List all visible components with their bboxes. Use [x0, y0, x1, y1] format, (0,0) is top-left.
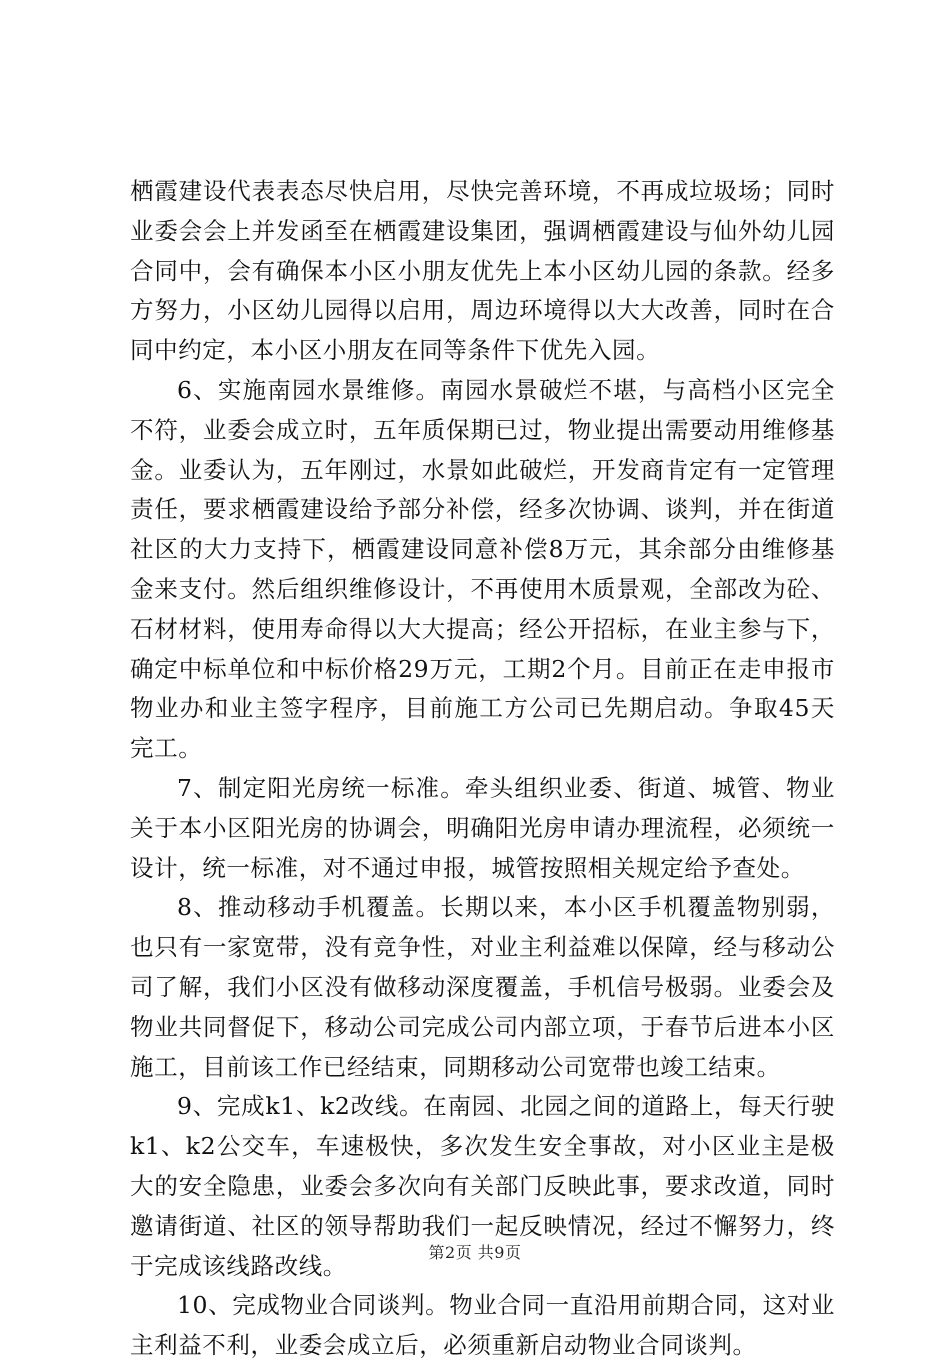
document-body [130, 172, 835, 1366]
paragraph-item-9: 9、完成k1、k2改线。在南园、北园之间的道路上，每天行驶k1、k2公交车，车速极快，多次发生安全事故，对小区业主是极大的安全隐患，业委会多次向有关部门反映此事，要求改道，同时邀请街道、社区的领导帮助我们一起反映情况，经过不懈努力，终于完成该线路改线。 [130, 1092, 835, 1280]
paragraph-item-7: 7、制定阳光房统一标准。牵头组织业委、街道、城管、物业关于本小区阳光房的协调会，明确阳光房申请办理流程，必须统一设计，统一标准，对不通过申报，城管按照相关规定给予查处。 [130, 773, 835, 882]
paragraph-item-8: 8、推动移动手机覆盖。长期以来，本小区手机覆盖物别弱，也只有一家宽带，没有竞争性，对业主利益难以保障，经与移动公司了解，我们小区没有做移动深度覆盖，手机信号极弱。业委会及物业共同督促下，移动公司完成公司内部立项，于春节后进本小区施工，目前该工作已经结束，同期移动公司宽带也竣工结束。 [130, 893, 835, 1081]
paragraph-item-6: 6、实施南园水景维修。南园水景破烂不堪，与高档小区完全不符，业委会成立时，五年质保期已过，物业提出需要动用维修基金。业委认为，五年刚过，水景如此破烂，开发商肯定有一定管理责任，要求栖霞建设给予部分补偿，经多次协调、谈判，并在街道社区的大力支持下，栖霞建设同意补偿8万元，其余部分由维修基金来支付。然后组织维修设计，不再使用木质景观，全部改为砼、石材材料，使用寿命得以大大提高；经公开招标，在业主参与下，确定中标单位和中标价格29万元，工期2个月。目前正在走申报市物业办和业主签字程序，目前施工方公司已先期启动。争取45天完工。 [130, 375, 835, 763]
paragraph-continued: 栖霞建设代表表态尽快启用，尽快完善环境，不再成垃圾场；同时业委会会上并发函至在栖霞建设集团，强调栖霞建设与仙外幼儿园合同中，会有确保本小区小朋友优先上本小区幼儿园的条款。经多方努力，小区幼儿园得以启用，周边环境得以大大改善，同时在合同中约定，本小区小朋友在同等条件下优先入园。 [130, 177, 835, 365]
paragraph-item-10: 10、完成物业合同谈判。物业合同一直沿用前期合同，这对业主利益不利，业委会成立后，必须重新启动物业合同谈判。 [130, 1291, 835, 1360]
page-number-footer: 第2页 共9页 [428, 1243, 522, 1262]
